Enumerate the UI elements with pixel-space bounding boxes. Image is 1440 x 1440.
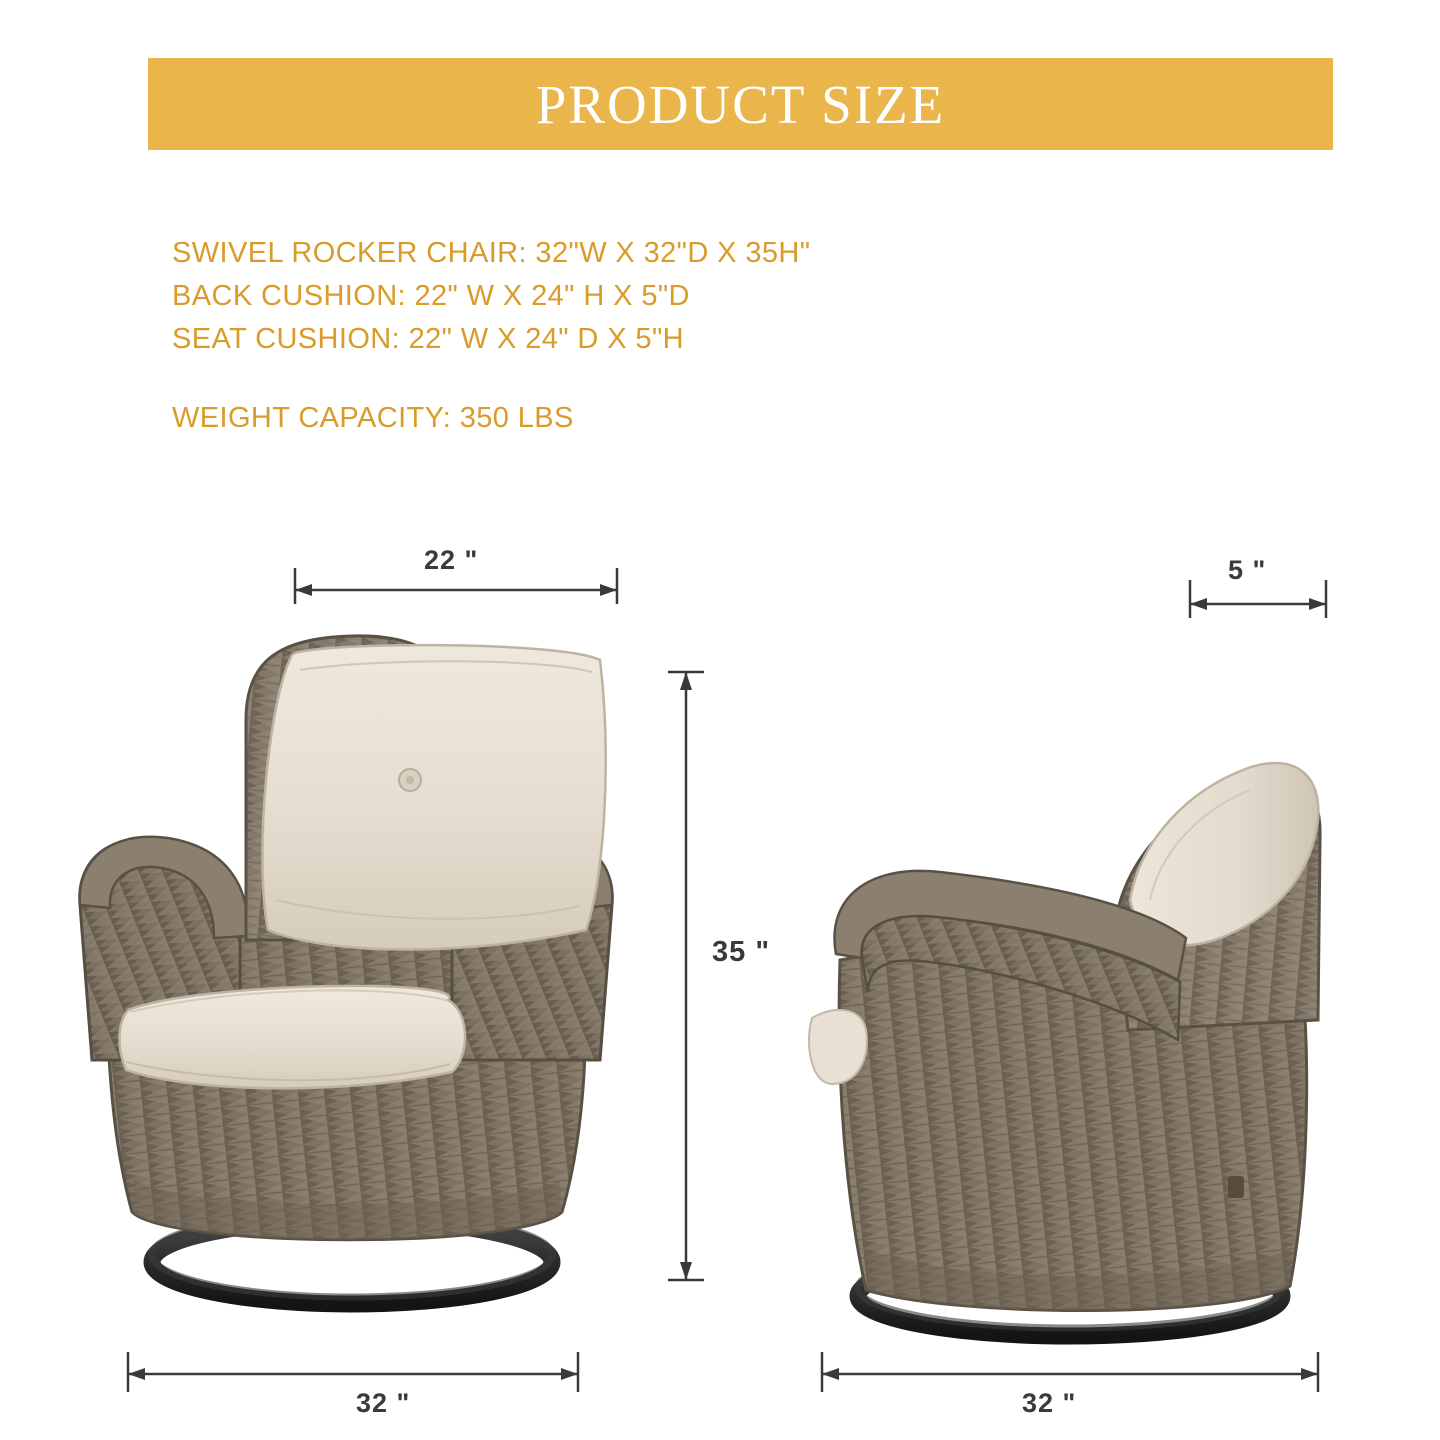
page-title: PRODUCT SIZE (535, 73, 946, 135)
specification-list (172, 232, 810, 440)
dimension-label-height: 35 " (712, 936, 771, 968)
dimension-label-side-depth-top: 5 " (1228, 555, 1267, 585)
dimension-lines (128, 568, 1326, 1392)
product-size-banner (148, 58, 1333, 150)
chair-side-view (809, 763, 1320, 1336)
spec-spacer (172, 361, 810, 397)
spec-line-back-cushion: BACK CUSHION: 22" W X 24" H X 5"D (172, 280, 690, 312)
spec-line-seat-cushion: SEAT CUSHION: 22" W X 24" D X 5"H (172, 323, 684, 355)
dimension-label-side-width-bottom: 32 " (1022, 1388, 1077, 1418)
dimension-label-front-width-top: 22 " (424, 545, 479, 575)
spec-line-chair: SWIVEL ROCKER CHAIR: 32"W X 32"D X 35H" (172, 237, 811, 269)
spec-line-weight-capacity: WEIGHT CAPACITY: 350 LBS (172, 402, 574, 434)
chair-front-view (80, 636, 613, 1304)
dimension-label-front-width-bottom: 32 " (356, 1388, 411, 1418)
